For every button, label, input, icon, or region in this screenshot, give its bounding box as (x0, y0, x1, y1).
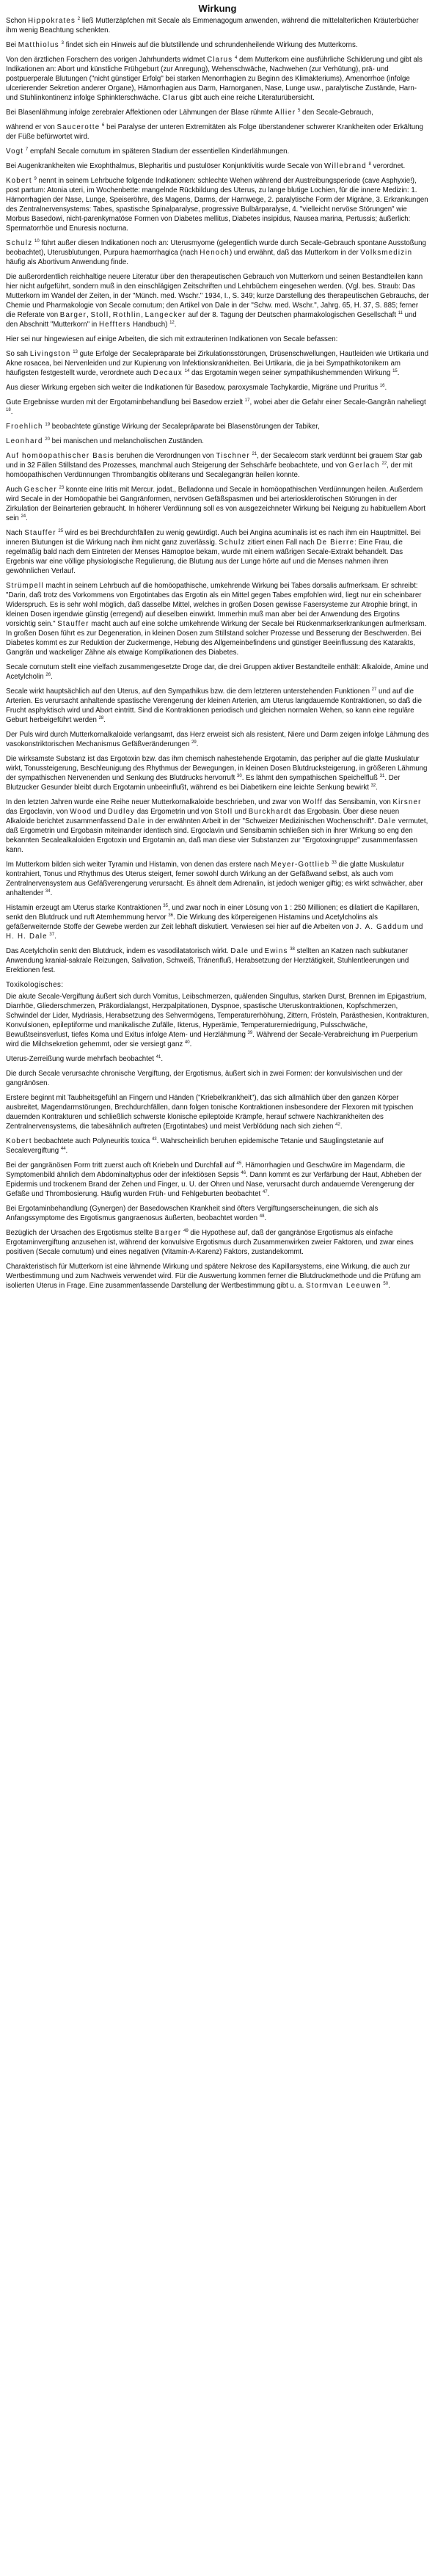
section-heading (6, 980, 429, 990)
author-name: Langecker (145, 311, 186, 319)
footnote-ref: 10 (34, 238, 40, 244)
text-run: Erstere beginnt mit Taubheitsgefühl an Fingern und Händen ("Kriebelkrankheit"), das sich allmählich über den ganzen Körper ausbreitet, Magendarmstörungen, Brechdurchfällen, dann folgen tonische Kontraktionen insbesondere der Flexoren mit typischen dauernden Kontrakturen und schließlich schwerste klonische epileptoide Krämpfe, herauf schwere Nachkrankheiten des Zentralnervensystems, die tabesähnlich auftreten (Ergotintabes) und meist Verblödung nach sich ziehen (6, 1094, 414, 1131)
footnote-ref: 12 (169, 320, 175, 325)
paragraph (6, 992, 429, 1049)
text-run: gibt auch eine reiche Literaturübersicht. (188, 94, 315, 102)
footnote-ref: 33 (332, 860, 337, 865)
footnote-ref: 24 (21, 514, 26, 519)
text-run: Aus dieser Wirkung ergeben sich weiter die Indikationen für Basedow, paroxysmale Tachykardie, Migräne und Pruritus (6, 384, 380, 392)
footnote-ref: 40 (184, 1040, 190, 1045)
footnote-ref: 28 (98, 715, 104, 720)
text-run: Die außerordentlich reichhaltige neuere Literatur über den therapeutischen Gebrauch von Mutterkorn und seinen Bestandteilen kann hier nicht aufgeführt, sondern muß in den einschlägigen Zeitschriften und Lehrbüchern eingesehen werden. (Vgl. bes. Straub: Das Mutterkorn im Wandel der Zeiten, in der "Münch. med. Wschr." 1934, I., S. 349; kurze Darstellung des therapeutischen Gebrauchs, der Chemie und Pharmakologie von Secale cornutum; den Artikel von Dale in der "Schw. med. Wschr.", Jahrg. 65, H. 37, S. 885; ferner die Referate von (6, 273, 429, 319)
paragraph (6, 161, 429, 171)
paragraph (6, 398, 429, 417)
text-run: beobachtete auch Polyneuritis toxica (32, 1137, 152, 1145)
text-run: In den letzten Jahren wurde eine Reihe neuer Mutterkornalkaloide beschrieben, und zwar von (6, 798, 303, 806)
footnote-ref: 4 (235, 55, 238, 60)
text-run: Charakteristisch für Mutterkorn ist eine lähmende Wirkung und spätere Nekrose des Kapillarsystems, eine Wirkung, die auch zur Wertbestimmung und zum Nachweis verwendet wird. Für die Auswertung kommen ferner die Blutdruckmethode und die Prüfung am isolierten Uterus in Frage. Eine zusammenfassende Darstellung der Wertbestimmung gibt u. a. (6, 1263, 421, 1290)
author-name: Clarus (207, 56, 233, 64)
footnote-ref: 50 (383, 1281, 389, 1286)
text-run: Bei Augenkrankheiten wie Exophthalmus, Blepharitis und pustulöser Konjunktivitis wurde Secale von (6, 162, 325, 170)
footnote-ref: 31 (379, 773, 385, 778)
author-name: Kobert (6, 1137, 32, 1145)
author-name: Barger (59, 311, 87, 319)
document-body (6, 16, 429, 1291)
footnote-ref: 18 (6, 407, 11, 412)
author-name: Ewins (264, 947, 288, 955)
paragraph (6, 272, 429, 329)
text-run: und (249, 947, 265, 955)
footnote-ref: 36 (168, 913, 173, 918)
paragraph (6, 1069, 429, 1088)
author-name: Kobert (6, 177, 32, 185)
text-run: , (87, 311, 91, 319)
text-run: Im Mutterkorn bilden sich weiter Tyramin und Histamin, von denen das erstere nach (6, 861, 271, 869)
paragraph (6, 1204, 429, 1223)
paragraph (6, 40, 429, 50)
text-run: und den Abschnitt "Mutterkorn" in (6, 311, 417, 329)
footnote-ref: 45 (236, 1161, 242, 1166)
paragraph (6, 1228, 429, 1257)
author-name: Dale (127, 817, 146, 825)
paragraph (6, 687, 429, 725)
paragraph (6, 1136, 429, 1156)
text-run: konnte eine Iritis mit Mercur. jodat., Belladonna und Secale in homöopathischen Verdünnungen heilen. Außerdem wird Secale in der Homöopathie bei Gangränformen, nervösen Gefäßspasmen und bei arteriosklerotischen Störungen in der Zirkulation der Beinarterien gebraucht. In höherer Verdünnung soll es von ausgezeichneter Wirkung bei Neigung zu habituellem Abort sein (6, 486, 425, 522)
text-run: auf der 8. Tagung der Deutschen pharmakologischen Gesellschaft (186, 311, 398, 319)
text-run: nennt in seinem Lehrbuche folgende Indikationen: schlechte Wehen während der Austreibungsperiode (cave Asphyxie!), post partum: Atonia uteri, im Wochenbette: mangelnde Rückbildung des Uterus, zu lange blutige Lochien, für die innere Medizin: 1. Hämorrhagien der Nase, Lunge, Speiseröhre, des Magens, Darms, der Harnwege, 2. paralytische Form der Migräne, 3. Erkrankungen des Zentralnervensystems: Tabes, spastische Spinalparalyse, progressive Bulbärparalyse, 4. "vielleicht nervöse Störungen" wie Morbus Basedowi, nicht-parenkymatöse Formen von Diabetes mellitus, Diabetes insipidus, Nausea marina, Pertussis; äußerlich: Spermatorrhöe und Enuresis nocturna. (6, 177, 428, 233)
text-run: Von den ärztlichen Forschern des vorigen Jahrhunderts widmet (6, 56, 208, 64)
text-run: und (409, 923, 423, 931)
text-run: . Die Wirkung des körpereigenen Histamins und Acetylcholins als gefäßerweiternde Stoffe der Gewebe werden zur Zeit lebhaft diskutiert. Verwiesen sei hier auf die Arbeiten von (6, 913, 378, 931)
footnote-ref: 21 (252, 451, 257, 456)
text-run: das Ergometrin und von (135, 808, 215, 816)
paragraph (6, 16, 429, 35)
text-run: das Ergoclavin, von (6, 808, 70, 816)
text-run: . (51, 673, 53, 681)
footnote-ref: 8 (368, 161, 371, 167)
paragraph (6, 1161, 429, 1199)
author-name: Hippokrates (28, 17, 76, 25)
text-run: Bei Blasenlähmung infolge zerebraler Affektionen oder Lähmungen der Blase rühmte (6, 109, 275, 117)
paragraph (6, 238, 429, 267)
author-name: Auf homöopathischer Basis (6, 452, 114, 460)
text-run: Bei der gangränösen Form tritt zuerst auch oft Kriebeln und Durchfall auf (6, 1161, 237, 1170)
text-run: macht auch auf eine solche umkehrende Wirkung der Secale bei Rückenmarkserkrankungen aufmerksam. In großen Dosen führt es zur Degeneration, in kleinen Dosen zum Stillstand solcher Prozesse und Besserung der Beschwerden. Bei Diabetes kommt es zur Reduktion der Zuckermenge, Hebung des Allgemeinbefindens und günstiger Beeinflussung des Katarakts, Gangrän und wackeliger Zähne als etwaige Komplikationen des Diabetes. (6, 620, 427, 657)
author-name: Stauffer (24, 529, 56, 537)
footnote-ref: 15 (392, 368, 398, 373)
text-run: Secale cornutum stellt eine vielfach zusammengesetzte Droge dar, die drei Gruppen aktiver Bestandteile enthält: Alkaloide, Amine und Acetylcholin (6, 663, 428, 681)
author-name: Strümpell (6, 582, 44, 590)
paragraph (6, 1262, 429, 1291)
author-name: Leonhard (6, 437, 43, 445)
text-run: . Wahrscheinlich beruhen epidemische Tetanie und Säuglingstetanie auf Secalevergiftung (6, 1137, 384, 1155)
paragraph (6, 422, 429, 431)
text-run: . (340, 1123, 343, 1131)
author-name: Tischner (216, 452, 250, 460)
author-name: H. H. Dale (6, 933, 48, 941)
text-run: . (161, 1055, 164, 1063)
paragraph (6, 581, 429, 657)
text-run: . Hämorrhagien und Geschwüre im Magendarm, die Symptomenbild ähnlich dem Abdominaltyphus oder der infektiösen Sepsis (6, 1161, 406, 1179)
paragraph (6, 754, 429, 792)
text-run: Histamin erzeugt am Uterus starke Kontraktionen (6, 904, 164, 912)
text-run: Bezüglich der Ursachen des Ergotismus stellte (6, 1229, 155, 1237)
text-run: Auch (6, 486, 24, 494)
author-name: Clarus (162, 94, 189, 102)
footnote-ref: 14 (184, 368, 190, 373)
text-run: und auf die Arterien. Es verursacht anhaltende spastische Verengerung der kleinen Arterien, am Uterus langdauernde Kontraktionen, so daß die Frucht asphyktisch wird und Abort eintritt. Sind die Kontraktionen periodisch und gleichen normalen Wehen, so kann eine reguläre Geburt herbeigeführt werden (6, 687, 423, 724)
text-run: das Ergobasin. Über diese neuen Alkaloide berichtet zusammenfassend (6, 808, 400, 825)
text-run: bei manischen und melancholischen Zuständen. (49, 437, 204, 445)
text-run: So sah (6, 350, 30, 358)
paragraph (6, 730, 429, 749)
text-run: stellten an Katzen nach subkutaner Anwendung kranial-sakrale Reizungen, Salivation, Schweiß, Tränenfluß, Herabsetzung der Herztätigkeit, Stuhlentleerungen und Erektionen fest. (6, 947, 409, 974)
text-run: , wobei aber die Gefahr einer Secale-Gangrän naheliegt (249, 398, 426, 406)
text-run: . (384, 384, 387, 392)
text-run: bei Paralyse der unteren Extremitäten als Folge überstandener schwerer Krankheiten oder Erkältung der Füße befürwortet wird. (6, 123, 423, 141)
author-name: Vogt (6, 147, 24, 156)
text-run: , der Secalecorn stark verdünnt bei grauem Star gab und in 32 Fällen Stillstand des Prozesses, manchmal auch Steigerung der Sehschärfe beobachtete, und von (6, 452, 423, 470)
footnote-ref: 5 (298, 108, 301, 113)
text-run: beobachtete günstige Wirkung der Secalepräparate bei Blasenstörungen der Tabiker, (50, 423, 320, 431)
text-run: . (65, 1147, 68, 1155)
author-name: Kirsner (392, 798, 422, 806)
footnote-ref: 20 (45, 437, 50, 442)
footnote-ref: 29 (191, 740, 197, 745)
author-name: Livingston (29, 350, 71, 358)
text-run: häufig als Abortivum Anwendung finde. (6, 258, 128, 266)
text-run: während er von (6, 123, 57, 131)
footnote-ref: 46 (241, 1170, 246, 1175)
text-run: . (26, 514, 28, 522)
text-run: Bei Ergotaminbehandlung (Gynergen) der Basedowschen Krankheit sind öfters Vergiftungserscheinungen, die sich als Anfangssymptome des Ergotismus gangraenosus äußerten, beobachtet worden (6, 1205, 379, 1222)
footnote-ref: 47 (262, 1189, 268, 1194)
paragraph (6, 437, 429, 446)
footnote-ref: 25 (58, 528, 64, 533)
author-name: Gescher (23, 486, 57, 494)
paragraph (6, 798, 429, 855)
text-run: . Es lähmt den sympathischen Speichelfluß (241, 774, 380, 782)
text-run: . (189, 1040, 192, 1048)
paragraph (6, 860, 429, 898)
text-run: gute Erfolge der Secalepräparate bei Zirkulationsstörungen, Drüsenschwellungen, Hautleiden wie Urtikaria und Akne rosacea, bei Nervenleiden und zur Kupierung von Infektionskrankheiten. Bei Urtikaria, die ja bei Sympathikotonikern am häufigsten festgestellt wurde, verordnete auch (6, 350, 429, 377)
paragraph (6, 451, 429, 480)
paragraph (6, 123, 429, 142)
text-run: Schon (6, 17, 29, 25)
text-run: beruhen die Verordnungen von (114, 452, 216, 460)
text-run: . (54, 933, 56, 941)
paragraph (6, 176, 429, 233)
footnote-ref: 13 (73, 349, 78, 354)
author-name: Stoll (214, 808, 233, 816)
author-name: Dale (230, 947, 249, 955)
author-name: Schulz (219, 539, 246, 547)
text-run: Die durch Secale verursachte chronische Vergiftung, der Ergotismus, äußert sich in zwei Formen: der konvulsivischen und der gangränösen. (6, 1070, 403, 1087)
text-run: das Ergotamin wegen seiner sympathikushemmenden Wirkung (189, 369, 393, 377)
text-run: . (388, 1282, 390, 1290)
author-name: Schulz (6, 239, 33, 247)
text-run: Die wirksamste Substanz ist das Ergotoxin bzw. das ihm chemisch nahestehende Ergotamin, das peripher auf die glatte Muskulatur wirkt, Tonussteigerung, Beschleunigung des Rhythmus der Bewegungen, in kleinen Dosen Blutdrucksteigerung, in größeren Lähmung der sympathischen Nervenenden und Senkung des Blutdrucks hervorruft (6, 755, 428, 782)
footnote-ref: 34 (45, 889, 51, 894)
author-name: Rothlin (112, 311, 142, 319)
author-name: Meyer-Gottlieb (271, 861, 330, 869)
footnote-ref: 17 (244, 398, 250, 403)
page-title: Wirkung (198, 3, 237, 14)
paragraph (6, 383, 429, 393)
footnote-ref: 26 (45, 672, 51, 677)
footnote-ref: 42 (335, 1122, 340, 1127)
text-run: Toxikologisches: (6, 981, 64, 989)
paragraph (6, 55, 429, 103)
footnote-ref: 11 (398, 310, 403, 315)
author-name: Willebrand (324, 162, 367, 170)
author-name: Barger (155, 1229, 182, 1237)
author-name: Wood (70, 808, 92, 816)
text-run: Nach (6, 529, 25, 537)
paragraph (6, 528, 429, 576)
footnote-ref: 3 (61, 40, 64, 45)
text-run: ) und erwähnt, daß das Mutterkorn in der (230, 249, 361, 257)
text-run: Bei (6, 41, 18, 49)
footnote-ref: 6 (102, 123, 105, 128)
text-run: dem Mutterkorn eine ausführliche Schilderung und gibt als Indikationen an: Abort und künstliche Frühgeburt (zur Anregung), Wehenschwäche, Nachwehen (zur Verhütung), prä- und postpuerperale Blutungen ("nicht günstiger Erfolg" bei starken Menorrhagien zu Beginn des Klimakteriums), Amenorrhoe (infolge ulcerierender Sekretion anderer Organe), Hämorrhagien aus Darm, Harnorganen, Nase, Lunge usw., paralytische Zustände, Harn- und Stuhlinkontinenz infolge Sphinkterschwäche. (6, 56, 423, 102)
footnote-ref: 39 (247, 1030, 253, 1035)
text-run: findet sich ein Hinweis auf die blutstillende und schrundenheilende Wirkung des Mutterkorns. (63, 41, 358, 49)
author-name: Henoch (200, 249, 230, 257)
text-run: und (92, 808, 108, 816)
footnote-ref: 37 (49, 932, 55, 937)
footnote-ref: 32 (370, 783, 376, 788)
paragraph (6, 335, 429, 344)
text-run: zitiert einen Fall nach (245, 539, 317, 547)
text-run: . Der Blutzucker Gesunder bleibt durch Ergotamin unbeeinflußt, während es bei Diabetikern eine leichte Senkung bewirkt (6, 774, 401, 792)
text-run: wird es bei Brechdurchfällen zu wenig gewürdigt. Auch bei Angina acuminalis ist es nach ihm ein Hauptmittel. Bei inneren Blutungen ist die Wirkung nach ihm nicht ganz zuverlässig. (6, 529, 421, 547)
footnote-ref: 22 (381, 461, 387, 466)
text-run: . (397, 369, 400, 377)
paragraph (6, 1054, 429, 1064)
author-name: Decaux (153, 369, 183, 377)
footnote-ref: 48 (259, 1214, 265, 1219)
footnote-ref: 16 (379, 383, 385, 388)
footnote-ref: 23 (59, 485, 65, 490)
text-run: Uterus-Zerreißung wurde mehrfach beobachtet (6, 1055, 156, 1063)
text-run: . (174, 321, 177, 329)
text-run: : Eine Frau, die regelmäßig bald nach dem Eintreten der Menses Hämoptoe bekam, wurde mit einem wäßrigen Secale-Extrakt behandelt. Das Ergebnis war eine völlige physiologische Regulierung, die Blutung aus der Lunge hörte auf und die Menses nahmen ihren gewöhnlichen Verlauf. (6, 539, 403, 575)
text-run: . (103, 716, 106, 724)
text-run: . Dann kommt es zur Verfärbung der Haut, Abheben der Epidermis und trockenem Brand der Zehen und Finger, u. U. der Ohren und Nase, verursacht durch andauernde Verengerung der Gefäße und Thrombosierung. Häufig wurden Früh- und Fehlgeburten beobachtet (6, 1171, 422, 1198)
text-run: . (376, 784, 378, 792)
author-name: Stoll (90, 311, 109, 319)
text-run: Secale wirkt hauptsächlich auf den Uterus, auf den Sympathikus bzw. die dem letzteren unterstehenden Funktionen (6, 687, 372, 696)
text-run: . (196, 740, 199, 748)
author-name: Volksmedizin (360, 249, 413, 257)
text-run: , (141, 311, 145, 319)
paragraph (6, 485, 429, 523)
footnote-ref: 41 (156, 1054, 161, 1059)
footnote-ref: 7 (25, 147, 29, 152)
text-run: verordnet. (370, 162, 406, 170)
text-run: den Secale-Gebrauch, (300, 109, 373, 117)
footnote-ref: 38 (290, 946, 295, 952)
paragraph (6, 1093, 429, 1131)
text-run: , (109, 311, 113, 319)
text-run: Die akute Secale-Vergiftung äußert sich durch Vomitus, Leibschmerzen, quälenden Singultus, starken Durst, Brennen im Epigastrium, Diarrhöe, Gliederschmerzen, Präkordialangst, Herzpalpitationen, Dyspnoe, spastische Uteruskontraktionen, Kopfschmerzen, Schwindel der Lider, Mydriasis, Herabsetzung des Sehvermögens, Temperaturerhöhung, Zittern, Frösteln, Parästhesien, Kontrakturen, Konvulsionen, epileptiforme und manikalische Zufälle, Ikterus, Hyperämie, Temperaturerniedrigung, Pulsschwäche, Bewußtseinsverlust, tiefes Koma und Exitus infolge Atem- und Herzlähmung (6, 993, 429, 1039)
text-run: macht in seinem Lehrbuch auf die homöopathische, umkehrende Wirkung bei Tabes dorsalis aufmerksam. Er schreibt: "Darin, daß trotz des Vorkommens von Ergotintabes das Ergotin als ein Mittel gegen Tabes empfohlen wird, liegt nur ein scheinbarer Widerspruch. Es is sehr wohl möglich, daß dasselbe Mittel, welches in großen Dosen gewisse Fasersysteme zur Atrophie bringt, in kleinen Dosen irgendwie günstig (erregend) auf dieselben einwirkt. Immerhin muß man aber bei der Anwendung des Ergotins vorsichtig sein." (6, 582, 422, 628)
author-name: De Bierre (316, 539, 355, 547)
text-run: . Während der Secale-Verabreichung im Puerperium wird die Milchsekretion gehemmt, oder sie versiegt ganz (6, 1031, 418, 1048)
text-run: vermutet, daß Ergometrin und Ergobasin miteinander identisch sind. Ergoclavin und Sensibamin schließen sich in ihrer Wirkung so eng den bekannten Secalealkaloiden Ergotoxin und Ergotamin an, daß man diese vier Substanzen zur "Ergotoxingruppe" zusammenfassen kann. (6, 817, 428, 854)
text-run: empfahl Secale cornutum im späteren Stadium der essentiellen Kinderlähmungen. (28, 147, 290, 156)
author-name: Dale (378, 817, 397, 825)
text-run: . (267, 1190, 270, 1198)
author-name: J. A. Gaddum (355, 923, 409, 931)
text-run: führt außer diesen Indikationen noch an: Uterusmyome (gelegentlich wurde durch Secale-Gebrauch spontane Ausstoßung beobachtet), Uterusblutungen, Purpura haemorrhagica (nach (6, 239, 426, 257)
text-run: Der Puls wird durch Mutterkornalkaloide verlangsamt, das Herz erweist sich als resistent, Niere und Darm zeigen infolge Lähmung des vasokonstriktorischen Mechanismus Gefäßveränderungen (6, 731, 429, 748)
text-run: . (10, 408, 13, 416)
text-run: Hier sei nur hingewiesen auf einige Arbeiten, die sich mit extrauterinen Indikationen von Secale befassen: (6, 335, 338, 343)
author-name: Stormvan Leeuwen (306, 1282, 381, 1290)
footnote-ref: 35 (163, 903, 168, 908)
text-run: die Hypothese auf, daß der gangränöse Ergotismus als einfache Ergotaminvergiftung anzusehen ist, während der konvulsive Ergotismus durch Zusammenwirken zweier Faktoren, und zwar eines positiven (Secale cornutum) und eines negativen (Vitamin-A-Karenz) Faktors, zustandekommt. (6, 1229, 414, 1256)
author-name: Saucerotte (56, 123, 100, 131)
footnote-ref: 30 (237, 773, 242, 778)
text-run: . (264, 1214, 267, 1222)
paragraph (6, 663, 429, 682)
author-name: Stauffer (57, 620, 89, 628)
text-run: . (50, 889, 53, 897)
paragraph (6, 108, 429, 117)
paragraph (6, 903, 429, 941)
text-run: Handbuch) (131, 321, 170, 329)
text-run: , und zwar noch in einer Lösung von 1 : 250 Millionen; es dilatiert die Kapillaren, senkt den Blutdruck und ruft Atemhemmung hervor (6, 904, 420, 922)
author-name: Gerlach (348, 461, 380, 470)
author-name: Froehlich (6, 423, 43, 431)
author-name: Burckhardt (248, 808, 292, 816)
text-run: und (233, 808, 249, 816)
footnote-ref: 43 (151, 1136, 157, 1142)
paragraph (6, 147, 429, 156)
footnote-ref: 9 (34, 176, 37, 181)
paragraph (6, 349, 429, 378)
paragraph (6, 946, 429, 975)
text-run: , der mit homöopathischen Verdünnungen Thrombangitis obliterans und Secalegangrän heilen konnte. (6, 461, 413, 479)
text-run: das Sensibamin, von (323, 798, 393, 806)
text-run: die glatte Muskulatur kontrahiert, Tonus und Rhythmus des Uterus steigert, ferner sowohl durch Wirkung an der Gefäßwand selbst, als auch vom Zentralnervensystem aus Gefäßverengerung verursacht. Es ähnelt dem Adrenalin, ist jedoch weniger giftig; es wirkt schwächer, aber anhaltender (6, 861, 423, 897)
footnote-ref: 2 (77, 16, 81, 21)
text-run: ließ Mutterzäpfchen mit Secale als Emmenagogum anwenden, während die mittelalterlichen Kräuterbücher ihm wenig Beachtung schenkten. (6, 17, 419, 34)
text-run: Gute Ergebnisse wurden mit der Ergotaminbehandlung bei Basedow erzielt (6, 398, 245, 406)
footnote-ref: 44 (60, 1146, 66, 1151)
author-name: Dudley (107, 808, 136, 816)
text-run: Das Acetylcholin senkt den Blutdruck, indem es vasodilatatorisch wirkt. (6, 947, 231, 955)
author-name: Allier (274, 109, 296, 117)
author-name: Matthiolus (18, 41, 59, 49)
footnote-ref: 27 (371, 687, 377, 692)
author-name: Wolff (302, 798, 323, 806)
footnote-ref: 49 (183, 1228, 189, 1233)
author-name: Heffters (98, 321, 131, 329)
footnote-ref: 19 (45, 422, 51, 427)
text-run: in der erwähnten Arbeit in der "Schweizer Medizinischen Wochenschrift". (145, 817, 379, 825)
